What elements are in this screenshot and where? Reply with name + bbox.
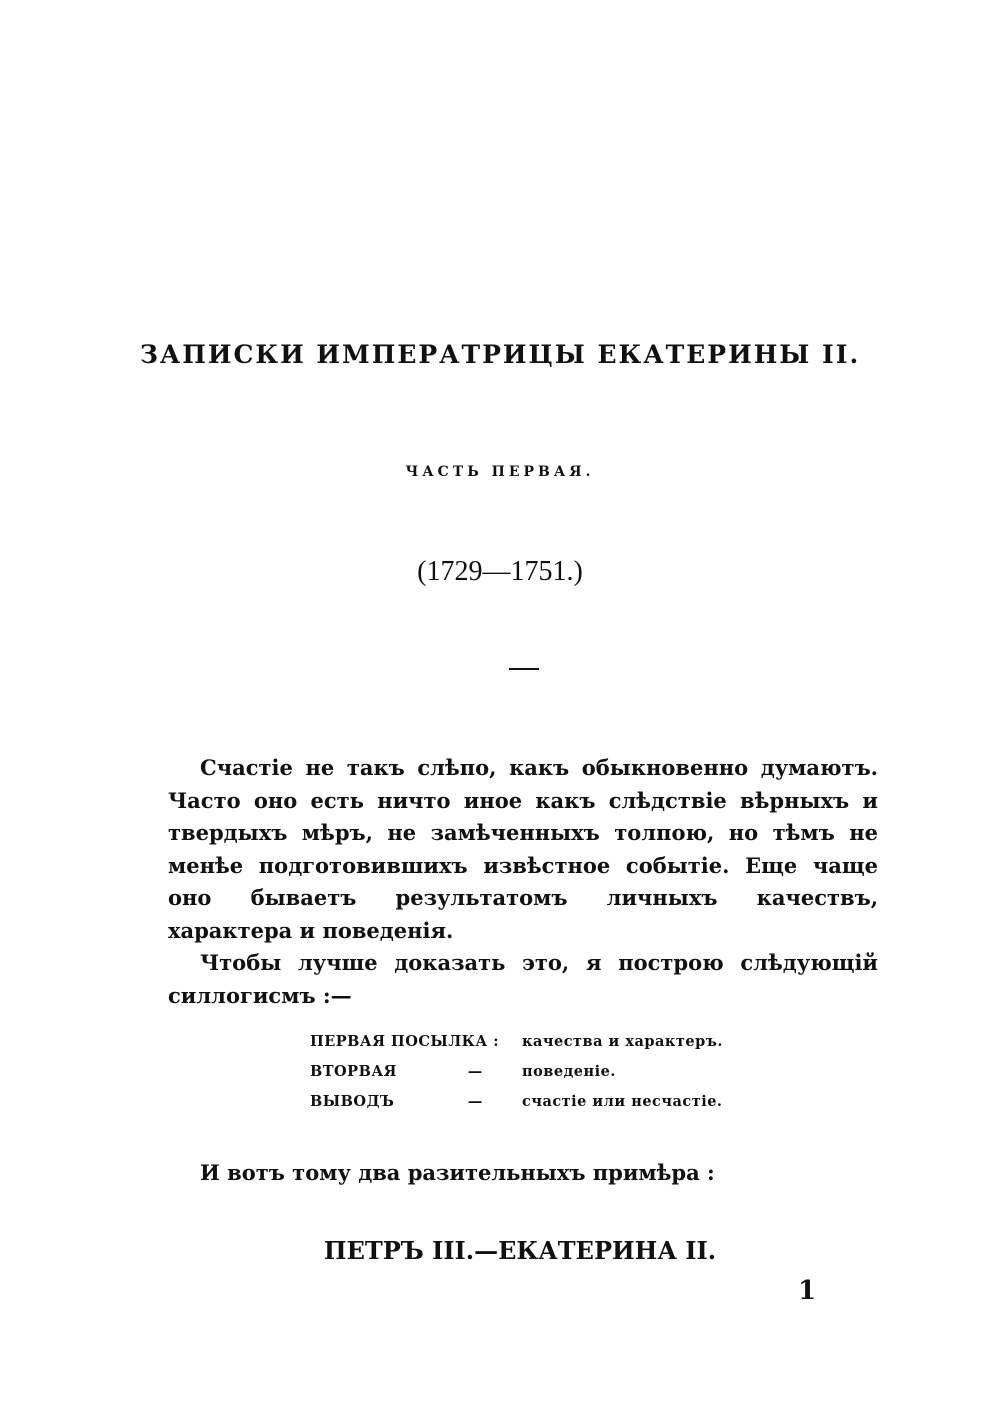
syllogism-value: поведеніе. <box>522 1062 616 1080</box>
page-number: 1 <box>798 1276 817 1306</box>
names-heading: ПЕТРЪ III.—ЕКАТЕРИНА II. <box>323 1236 717 1265</box>
body-text <box>168 752 878 1012</box>
examples-intro: И вотъ тому два разительныхъ примѣра : <box>200 1160 715 1185</box>
section-divider <box>509 668 539 670</box>
syllogism-row <box>310 1086 723 1116</box>
syllogism-row <box>310 1056 723 1086</box>
syllogism-list <box>310 1026 723 1116</box>
syllogism-label: ВЫВОДЪ <box>310 1092 395 1110</box>
paragraph-2: Чтобы лучше доказать это, я построю слѣдующій силлогисмъ :— <box>168 950 878 1008</box>
syllogism-separator: — <box>467 1092 483 1110</box>
syllogism-separator: — <box>467 1062 483 1080</box>
paragraph-1: Счастіе не такъ слѣпо, какъ обыкновенно думаютъ. Часто оно есть ничто иное какъ слѣдствіе вѣрныхъ и твердыхъ мѣръ, не замѣченныхъ толпою, но тѣмъ не менѣе подготовившихъ извѣстное событіе. Еще чаще оно бываетъ результатомъ личныхъ качествъ, характера и поведенія. <box>168 755 878 943</box>
page-title: ЗАПИСКИ ИМПЕРАТРИЦЫ ЕКАТЕРИНЫ II. <box>139 340 861 369</box>
years-range: (1729—1751.) <box>417 556 583 587</box>
syllogism-row <box>310 1026 723 1056</box>
syllogism-value: качества и характеръ. <box>522 1032 723 1050</box>
syllogism-value: счастіе или несчастіе. <box>522 1092 723 1110</box>
part-heading: ЧАСТЬ ПЕРВАЯ. <box>405 464 595 480</box>
syllogism-label: ПЕРВАЯ ПОСЫЛКА : <box>310 1032 500 1050</box>
syllogism-label: ВТОРВАЯ <box>310 1062 397 1080</box>
